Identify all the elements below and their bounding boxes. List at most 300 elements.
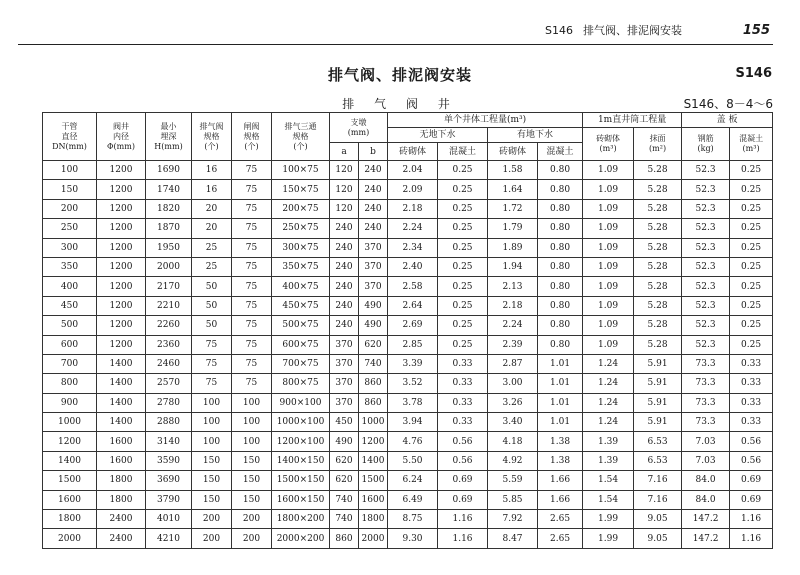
table-cell: 73.3 — [682, 374, 730, 393]
table-cell: 75 — [192, 354, 232, 373]
table-cell: 5.28 — [634, 335, 682, 354]
table-row — [43, 316, 773, 335]
table-cell: 2.58 — [388, 277, 438, 296]
table-cell: 75 — [232, 374, 272, 393]
table-cell: 75 — [232, 199, 272, 218]
table-cell: 1.09 — [583, 335, 634, 354]
table-cell: 52.3 — [682, 180, 730, 199]
col-group-quantity: 单个井体工程量(m³) — [388, 113, 583, 128]
table-cell: 52.3 — [682, 296, 730, 315]
table-cell: 450×75 — [272, 296, 330, 315]
table-cell: 2.18 — [388, 199, 438, 218]
table-cell: 1.01 — [538, 354, 583, 373]
table-cell: 0.25 — [730, 277, 773, 296]
table-cell: 2.34 — [388, 238, 438, 257]
table-cell: 2210 — [146, 296, 192, 315]
table-cell: 1.89 — [488, 238, 538, 257]
table-cell: 5.91 — [634, 354, 682, 373]
table-cell: 2000×200 — [272, 529, 330, 548]
table-cell: 84.0 — [682, 490, 730, 509]
table-cell: 370 — [359, 257, 388, 276]
table-cell: 1.09 — [583, 316, 634, 335]
table-cell: 150×75 — [272, 180, 330, 199]
table-cell: 100 — [232, 393, 272, 412]
table-cell: 200×75 — [272, 199, 330, 218]
table-cell: 20 — [192, 219, 232, 238]
table-cell: 200 — [232, 510, 272, 529]
col-header-dn: 干管 直径 DN(mm) — [43, 113, 97, 161]
table-cell: 3.78 — [388, 393, 438, 412]
table-cell: 1.38 — [538, 451, 583, 470]
table-cell: 620 — [330, 471, 359, 490]
table-cell: 73.3 — [682, 413, 730, 432]
table-cell: 240 — [359, 219, 388, 238]
table-row — [43, 471, 773, 490]
table-cell: 0.56 — [730, 432, 773, 451]
table-cell: 2.69 — [388, 316, 438, 335]
table-cell: 150 — [192, 471, 232, 490]
table-cell: 1600 — [97, 451, 146, 470]
table-cell: 1200×100 — [272, 432, 330, 451]
table-cell: 0.25 — [438, 238, 488, 257]
table-cell: 52.3 — [682, 238, 730, 257]
table-cell: 1.09 — [583, 199, 634, 218]
table-cell: 75 — [192, 374, 232, 393]
table-cell: 200 — [43, 199, 97, 218]
table-cell: 2.87 — [488, 354, 538, 373]
table-cell: 0.25 — [438, 199, 488, 218]
table-cell: 240 — [330, 219, 359, 238]
table-cell: 0.56 — [438, 432, 488, 451]
table-cell: 240 — [330, 257, 359, 276]
table-cell: 0.80 — [538, 219, 583, 238]
table-cell: 1820 — [146, 199, 192, 218]
table-row — [43, 296, 773, 315]
table-cell: 4010 — [146, 510, 192, 529]
table-cell: 16 — [192, 161, 232, 180]
table-cell: 0.25 — [730, 257, 773, 276]
table-cell: 2570 — [146, 374, 192, 393]
table-cell: 5.85 — [488, 490, 538, 509]
table-cell: 2780 — [146, 393, 192, 412]
table-cell: 5.28 — [634, 316, 682, 335]
table-cell: 150 — [232, 451, 272, 470]
running-header-title: 排气阀、排泥阀安装 — [582, 24, 682, 37]
table-cell: 6.24 — [388, 471, 438, 490]
col-header-cover-concrete: 混凝土 (m³) — [730, 128, 773, 161]
table-cell: 150 — [192, 451, 232, 470]
table-cell: 700 — [43, 354, 97, 373]
table-cell: 2400 — [97, 529, 146, 548]
table-cell: 1200 — [97, 257, 146, 276]
table-cell: 75 — [232, 219, 272, 238]
table-cell: 100 — [232, 413, 272, 432]
table-row — [43, 219, 773, 238]
table-cell: 1.54 — [583, 490, 634, 509]
table-cell: 0.25 — [438, 316, 488, 335]
table-cell: 1740 — [146, 180, 192, 199]
table-cell: 0.69 — [730, 490, 773, 509]
table-cell: 147.2 — [682, 510, 730, 529]
table-cell: 1600 — [97, 432, 146, 451]
header-rule — [18, 44, 773, 45]
table-cell: 0.25 — [438, 257, 488, 276]
table-cell: 3140 — [146, 432, 192, 451]
table-cell: 1200 — [359, 432, 388, 451]
table-cell: 75 — [232, 296, 272, 315]
table-cell: 3690 — [146, 471, 192, 490]
table-cell: 0.25 — [730, 199, 773, 218]
table-cell: 860 — [359, 393, 388, 412]
table-cell: 1400 — [97, 393, 146, 412]
col-header-tee: 排气三通 规格 (个) — [272, 113, 330, 161]
table-cell: 1.54 — [583, 471, 634, 490]
table-cell: 0.25 — [438, 277, 488, 296]
table-cell: 860 — [359, 374, 388, 393]
table-cell: 1.09 — [583, 161, 634, 180]
table-cell: 0.25 — [730, 161, 773, 180]
table-cell: 5.28 — [634, 257, 682, 276]
table-cell: 6.49 — [388, 490, 438, 509]
table-cell: 740 — [330, 510, 359, 529]
table-cell: 2170 — [146, 277, 192, 296]
table-cell: 1.99 — [583, 529, 634, 548]
table-cell: 1.66 — [538, 490, 583, 509]
table-cell: 1.09 — [583, 277, 634, 296]
table-cell: 1200 — [97, 316, 146, 335]
table-row — [43, 180, 773, 199]
table-cell: 1.01 — [538, 393, 583, 412]
table-cell: 800×75 — [272, 374, 330, 393]
table-cell: 1.58 — [488, 161, 538, 180]
table-cell: 2.24 — [488, 316, 538, 335]
table-cell: 1.39 — [583, 432, 634, 451]
table-cell: 9.05 — [634, 529, 682, 548]
table-cell: 8.75 — [388, 510, 438, 529]
table-cell: 1.09 — [583, 219, 634, 238]
table-cell: 240 — [330, 277, 359, 296]
table-cell: 100 — [43, 161, 97, 180]
page-title-code: S146 — [735, 66, 772, 81]
spec-table — [42, 112, 773, 549]
table-cell: 0.80 — [538, 199, 583, 218]
table-cell: 0.80 — [538, 257, 583, 276]
table-cell: 1.01 — [538, 413, 583, 432]
col-header-steel: 钢筋 (kg) — [682, 128, 730, 161]
table-cell: 16 — [192, 180, 232, 199]
table-cell: 1200 — [97, 238, 146, 257]
table-cell: 0.69 — [438, 471, 488, 490]
page-title: 排气阀、排泥阀安装 — [327, 66, 472, 84]
table-cell: 0.25 — [438, 296, 488, 315]
table-cell: 2.65 — [538, 510, 583, 529]
table-cell: 3.52 — [388, 374, 438, 393]
table-cell: 5.28 — [634, 277, 682, 296]
table-cell: 7.16 — [634, 490, 682, 509]
table-cell: 52.3 — [682, 199, 730, 218]
table-cell: 2.39 — [488, 335, 538, 354]
table-cell: 150 — [232, 490, 272, 509]
table-row — [43, 277, 773, 296]
col-group-per-meter: 1m直井筒工程量 — [583, 113, 682, 128]
table-cell: 5.91 — [634, 374, 682, 393]
table-cell: 350×75 — [272, 257, 330, 276]
table-cell: 1000 — [43, 413, 97, 432]
table-cell: 5.28 — [634, 180, 682, 199]
table-cell: 0.25 — [730, 238, 773, 257]
table-cell: 75 — [232, 277, 272, 296]
table-cell: 2.24 — [388, 219, 438, 238]
table-cell: 50 — [192, 277, 232, 296]
table-cell: 400×75 — [272, 277, 330, 296]
table-cell: 500 — [43, 316, 97, 335]
table-cell: 2.85 — [388, 335, 438, 354]
table-cell: 5.28 — [634, 199, 682, 218]
table-cell: 2260 — [146, 316, 192, 335]
table-cell: 1950 — [146, 238, 192, 257]
table-cell: 700×75 — [272, 354, 330, 373]
table-cell: 0.80 — [538, 296, 583, 315]
table-cell: 100 — [232, 432, 272, 451]
table-cell: 25 — [192, 257, 232, 276]
table-cell: 75 — [232, 354, 272, 373]
table-cell: 147.2 — [682, 529, 730, 548]
table-cell: 740 — [330, 490, 359, 509]
table-cell: 5.91 — [634, 393, 682, 412]
table-cell: 370 — [330, 354, 359, 373]
table-cell: 2.64 — [388, 296, 438, 315]
table-cell: 2360 — [146, 335, 192, 354]
table-cell: 0.80 — [538, 180, 583, 199]
table-cell: 300×75 — [272, 238, 330, 257]
table-cell: 2460 — [146, 354, 192, 373]
table-cell: 0.80 — [538, 238, 583, 257]
table-cell: 1690 — [146, 161, 192, 180]
table-cell: 370 — [359, 238, 388, 257]
table-cell: 150 — [43, 180, 97, 199]
table-cell: 1.09 — [583, 180, 634, 199]
table-cell: 75 — [232, 335, 272, 354]
table-cell: 0.80 — [538, 277, 583, 296]
table-cell: 1500 — [43, 471, 97, 490]
table-cell: 200 — [192, 529, 232, 548]
table-cell: 0.25 — [730, 219, 773, 238]
table-cell: 2.09 — [388, 180, 438, 199]
table-cell: 1400×150 — [272, 451, 330, 470]
table-cell: 52.3 — [682, 219, 730, 238]
col-group-no-groundwater: 无地下水 — [388, 128, 488, 143]
table-cell: 5.28 — [634, 296, 682, 315]
table-cell: 1200 — [97, 335, 146, 354]
table-cell: 0.69 — [438, 490, 488, 509]
table-cell: 5.28 — [634, 238, 682, 257]
table-cell: 120 — [330, 180, 359, 199]
table-cell: 900 — [43, 393, 97, 412]
table-cell: 1500×150 — [272, 471, 330, 490]
running-header — [545, 20, 770, 40]
table-cell: 0.25 — [730, 335, 773, 354]
table-cell: 1.16 — [730, 529, 773, 548]
table-cell: 1600 — [43, 490, 97, 509]
table-cell: 75 — [232, 238, 272, 257]
table-cell: 1800 — [97, 490, 146, 509]
table-cell: 50 — [192, 316, 232, 335]
col-header-concrete-dry: 混凝土 — [438, 143, 488, 161]
col-header-per-m-plaster: 抹面 (m²) — [634, 128, 682, 161]
table-cell: 3.39 — [388, 354, 438, 373]
table-cell: 0.33 — [730, 374, 773, 393]
table-cell: 0.33 — [730, 413, 773, 432]
table-cell: 1000×100 — [272, 413, 330, 432]
table-row — [43, 432, 773, 451]
table-row — [43, 451, 773, 470]
table-cell: 1400 — [97, 354, 146, 373]
table-cell: 5.28 — [634, 161, 682, 180]
table-cell: 0.25 — [438, 180, 488, 199]
col-header-valve: 排气阀 规格 (个) — [192, 113, 232, 161]
table-cell: 100 — [192, 432, 232, 451]
table-cell: 200 — [232, 529, 272, 548]
table-cell: 1.24 — [583, 374, 634, 393]
table-cell: 240 — [330, 296, 359, 315]
table-cell: 6.53 — [634, 432, 682, 451]
table-cell: 6.53 — [634, 451, 682, 470]
table-cell: 300 — [43, 238, 97, 257]
table-cell: 84.0 — [682, 471, 730, 490]
table-cell: 1.99 — [583, 510, 634, 529]
table-cell: 7.03 — [682, 451, 730, 470]
table-cell: 52.3 — [682, 161, 730, 180]
table-row — [43, 413, 773, 432]
col-group-with-groundwater: 有地下水 — [488, 128, 583, 143]
table-cell: 1.64 — [488, 180, 538, 199]
table-cell: 490 — [359, 296, 388, 315]
col-group-cover: 盖 板 — [682, 113, 773, 128]
table-cell: 1000 — [359, 413, 388, 432]
page-number: 155 — [742, 22, 770, 38]
table-cell: 5.28 — [634, 219, 682, 238]
table-cell: 9.30 — [388, 529, 438, 548]
table-cell: 4210 — [146, 529, 192, 548]
col-header-brick-wet: 砖砌体 — [488, 143, 538, 161]
table-cell: 0.80 — [538, 335, 583, 354]
table-cell: 1800 — [359, 510, 388, 529]
table-cell: 1.94 — [488, 257, 538, 276]
table-cell: 370 — [330, 374, 359, 393]
table-row — [43, 354, 773, 373]
table-cell: 1200 — [97, 296, 146, 315]
table-cell: 600×75 — [272, 335, 330, 354]
table-cell: 2000 — [359, 529, 388, 548]
table-row — [43, 490, 773, 509]
table-cell: 100 — [192, 413, 232, 432]
table-cell: 100×75 — [272, 161, 330, 180]
table-cell: 8.47 — [488, 529, 538, 548]
table-cell: 0.25 — [730, 316, 773, 335]
table-cell: 4.76 — [388, 432, 438, 451]
table-cell: 5.50 — [388, 451, 438, 470]
table-subtitle: 排 气 阀 井 — [342, 97, 458, 111]
table-cell: 490 — [359, 316, 388, 335]
col-header-support-a: a — [330, 143, 359, 161]
table-cell: 1.79 — [488, 219, 538, 238]
table-cell: 25 — [192, 238, 232, 257]
table-cell: 1.24 — [583, 354, 634, 373]
table-cell: 2.65 — [538, 529, 583, 548]
table-cell: 0.56 — [438, 451, 488, 470]
col-header-per-m-brick: 砖砌体 (m³) — [583, 128, 634, 161]
table-cell: 1600×150 — [272, 490, 330, 509]
table-cell: 75 — [232, 257, 272, 276]
table-cell: 1.01 — [538, 374, 583, 393]
table-row — [43, 257, 773, 276]
table-cell: 1.16 — [438, 510, 488, 529]
table-subtitle-code: S146、8－4～6 — [683, 97, 773, 111]
table-cell: 0.25 — [438, 335, 488, 354]
table-cell: 52.3 — [682, 335, 730, 354]
table-row — [43, 335, 773, 354]
col-header-h: 最小 埋深 H(mm) — [146, 113, 192, 161]
table-cell: 1870 — [146, 219, 192, 238]
table-cell: 350 — [43, 257, 97, 276]
table-cell: 7.92 — [488, 510, 538, 529]
table-row — [43, 199, 773, 218]
table-cell: 1.66 — [538, 471, 583, 490]
table-cell: 1.24 — [583, 413, 634, 432]
table-cell: 3.00 — [488, 374, 538, 393]
table-cell: 120 — [330, 161, 359, 180]
table-cell: 52.3 — [682, 316, 730, 335]
table-cell: 1.09 — [583, 238, 634, 257]
table-cell: 900×100 — [272, 393, 330, 412]
table-row — [43, 529, 773, 548]
table-cell: 2000 — [146, 257, 192, 276]
table-cell: 0.25 — [730, 180, 773, 199]
table-cell: 1400 — [43, 451, 97, 470]
table-cell: 0.25 — [438, 219, 488, 238]
table-cell: 1.72 — [488, 199, 538, 218]
table-cell: 1400 — [97, 374, 146, 393]
table-cell: 0.33 — [438, 354, 488, 373]
table-cell: 1.38 — [538, 432, 583, 451]
table-cell: 5.91 — [634, 413, 682, 432]
table-cell: 400 — [43, 277, 97, 296]
table-cell: 150 — [232, 471, 272, 490]
table-cell: 0.25 — [730, 296, 773, 315]
table-cell: 3.94 — [388, 413, 438, 432]
table-cell: 740 — [359, 354, 388, 373]
table-cell: 600 — [43, 335, 97, 354]
table-cell: 2.18 — [488, 296, 538, 315]
table-cell: 1.16 — [438, 529, 488, 548]
spec-table-body — [43, 161, 773, 549]
table-cell: 1.39 — [583, 451, 634, 470]
table-cell: 370 — [359, 277, 388, 296]
table-row — [43, 510, 773, 529]
table-cell: 1200 — [43, 432, 97, 451]
table-cell: 9.05 — [634, 510, 682, 529]
table-cell: 1.09 — [583, 296, 634, 315]
table-cell: 1800 — [97, 471, 146, 490]
table-cell: 1200 — [97, 199, 146, 218]
col-header-support: 支墩 (mm) — [330, 113, 388, 143]
table-cell: 0.33 — [730, 393, 773, 412]
table-cell: 52.3 — [682, 277, 730, 296]
table-cell: 250×75 — [272, 219, 330, 238]
table-cell: 75 — [232, 161, 272, 180]
table-cell: 240 — [330, 238, 359, 257]
table-cell: 7.03 — [682, 432, 730, 451]
